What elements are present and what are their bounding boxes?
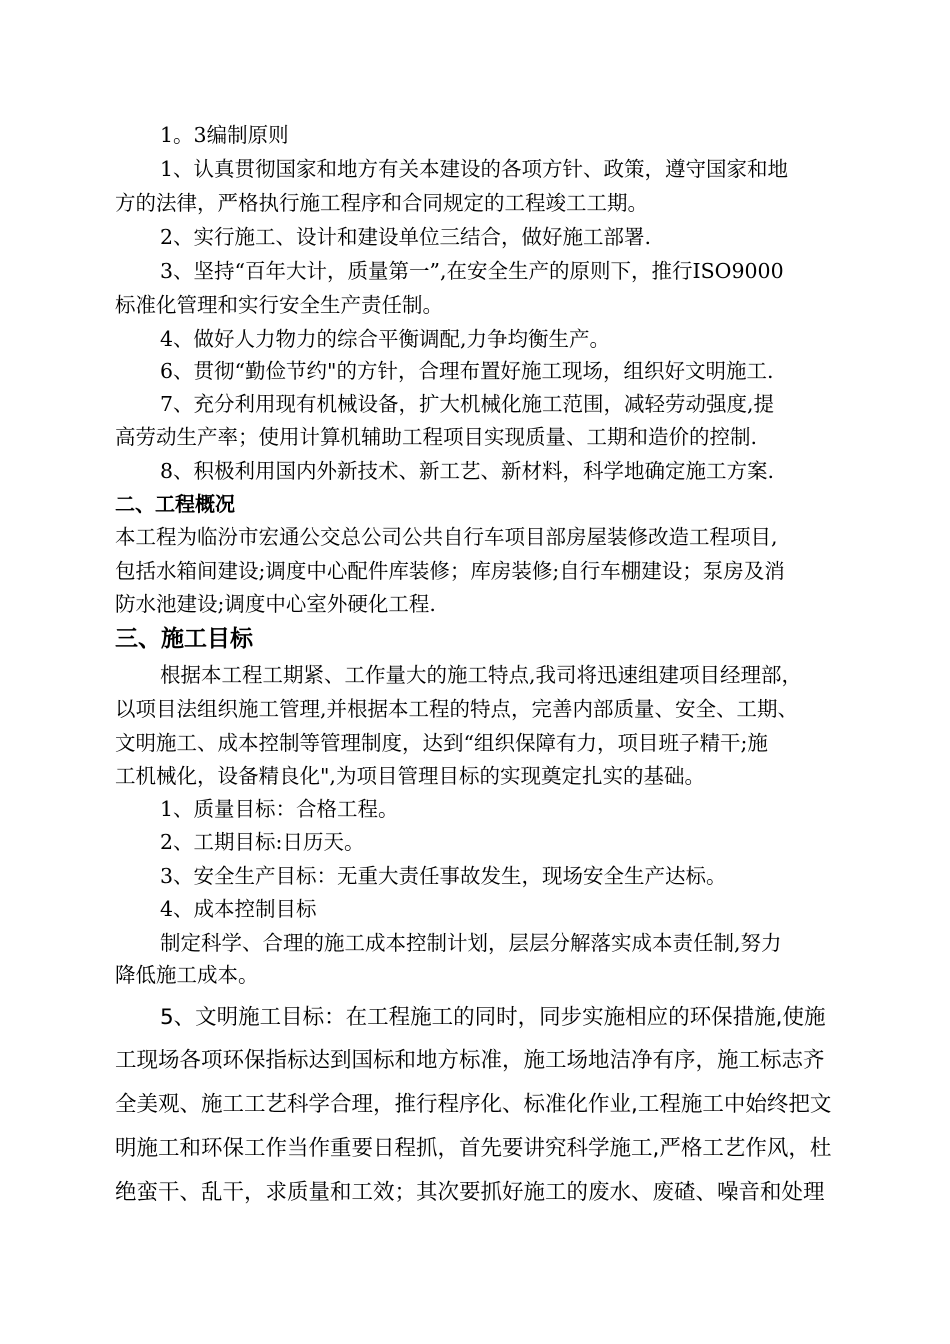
goal-line: 制定科学、合理的施工成本控制计划，层层分解落实成本责任制,努力 (160, 931, 782, 955)
overview-line: 包括水箱间建设;调度中心配件库装修；库房装修;自行车棚建设；泵房及消 (115, 559, 785, 583)
civilized-construction-line: 明施工和环保工作当作重要日程抓，首先要讲究科学施工,严格工艺作风，杜 (115, 1136, 832, 1161)
goal-line: 1、质量目标：合格工程。 (160, 797, 399, 821)
principle-line: 6、贯彻“勤俭节约"的方针，合理布置好施工现场，组织好文明施工. (160, 359, 774, 383)
principle-line: 高劳动生产率；使用计算机辅助工程项目实现质量、工期和造价的控制. (115, 425, 758, 449)
goal-line: 文明施工、成本控制等管理制度，达到“组织保障有力，项目班子精干;施 (115, 731, 768, 755)
civilized-construction-line: 工现场各项环保指标达到国标和地方标准，施工场地洁净有序，施工标志齐 (115, 1048, 825, 1073)
goal-line: 以项目法组织施工管理,并根据本工程的特点，完善内部质量、安全、工期、 (115, 697, 799, 721)
principle-line: 4、做好人力物力的综合平衡调配,力争均衡生产。 (160, 327, 611, 351)
principle-line: 2、实行施工、设计和建设单位三结合，做好施工部署. (160, 225, 652, 249)
overview-line: 防水池建设;调度中心室外硬化工程. (115, 592, 436, 616)
section-3-heading: 三、施工目标 (115, 626, 253, 652)
civilized-construction-line: 绝蛮干、乱干，求质量和工效；其次要抓好施工的废水、废碴、噪音和处理 (115, 1180, 825, 1205)
principle-line: 7、充分利用现有机械设备，扩大机械化施工范围，减轻劳动强度,提 (160, 392, 775, 416)
civilized-construction-line: 全美观、施工工艺科学合理，推行程序化、标准化作业,工程施工中始终把文 (115, 1092, 832, 1117)
goal-line: 工机械化，设备精良化",为项目管理目标的实现奠定扎实的基础。 (115, 764, 705, 788)
goal-line: 4、成本控制目标 (160, 897, 317, 921)
overview-line: 本工程为临汾市宏通公交总公司公共自行车项目部房屋装修改造工程项目, (115, 525, 778, 549)
principle-line: 8、积极利用国内外新技术、新工艺、新材料，科学地确定施工方案. (160, 459, 775, 483)
goal-line: 根据本工程工期紧、工作量大的施工特点,我司将迅速组建项目经理部， (160, 663, 803, 687)
goal-line: 降低施工成本。 (115, 963, 259, 987)
principle-line: 标准化管理和实行安全生产责任制。 (115, 293, 443, 317)
goal-line: 3、安全生产目标：无重大责任事故发生，现场安全生产达标。 (160, 864, 727, 888)
principle-line: 3、坚持“百年大计，质量第一”,在安全生产的原则下，推行ISO9000 (160, 259, 784, 283)
section-1-3-heading: 1。3编制原则 (160, 123, 289, 147)
civilized-construction-line: 5、文明施工目标：在工程施工的同时，同步实施相应的环保措施,使施 (160, 1005, 826, 1030)
goal-line: 2、工期目标:日历天。 (160, 830, 365, 854)
section-2-heading: 二、工程概况 (115, 492, 235, 516)
principle-line: 方的法律，严格执行施工程序和合同规定的工程竣工工期。 (115, 191, 648, 215)
principle-line: 1、认真贯彻国家和地方有关本建设的各项方针、政策，遵守国家和地 (160, 157, 789, 181)
